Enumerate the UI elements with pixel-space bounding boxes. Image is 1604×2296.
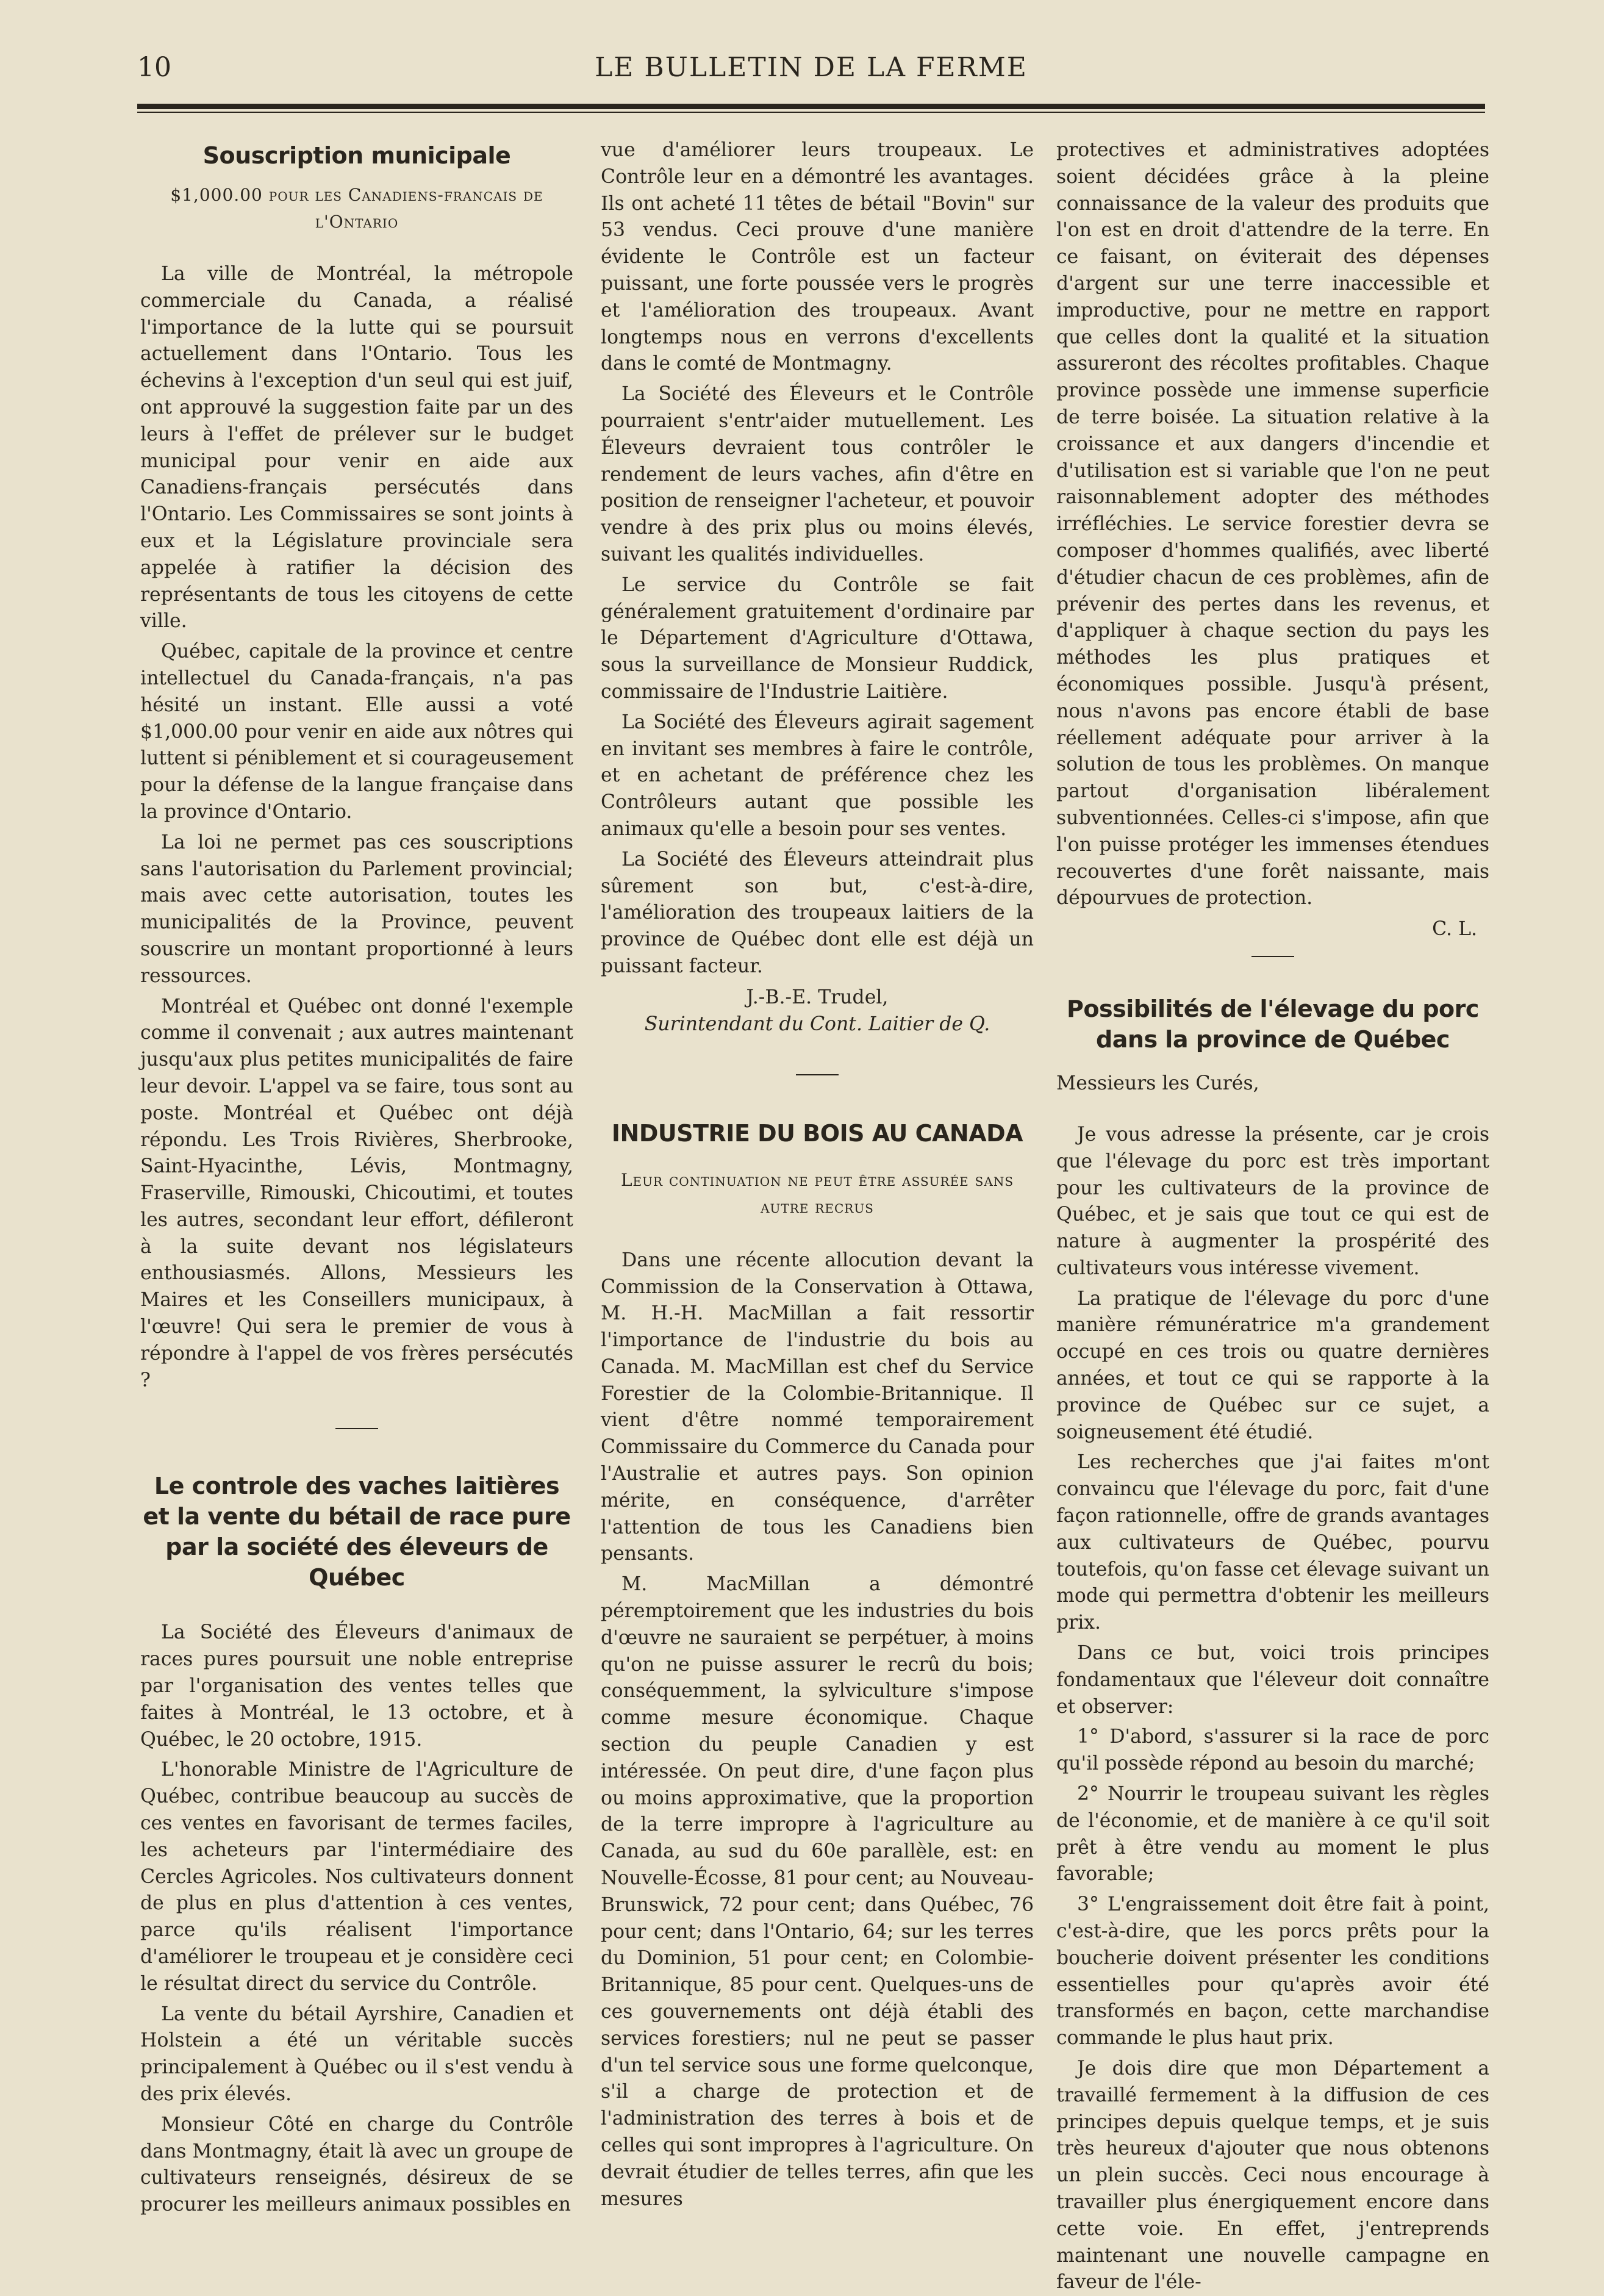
column-3 (1056, 137, 1489, 2294)
paragraph: Dans une récente allocution devant la Commission de la Conservation à Ottawa, M. H.-H. MacMillan a fait ressortir l'importance de l'industrie du bois au Canada. M. MacMillan est chef du Service Forestier de la Colombie-Britannique. Il vient d'être nommé temporairement Commissaire du Commerce du Canada pour l'Australie et autres pays. Son opinion mérite, en conséquence, d'arrêter l'attention de tous les Canadiens bien pensants. (601, 1249, 1034, 1565)
paragraph: La loi ne permet pas ces souscriptions sans l'autorisation du Parlement provincial; mais avec cette autorisation, toutes les municipalités de la Province, peuvent souscrire un montant proportionné à leurs ressources. (140, 831, 573, 987)
salutation: Messieurs les Curés, (1056, 1072, 1259, 1095)
paragraph: Montréal et Québec ont donné l'exemple comme il convenait ; aux autres maintenant jusqu'aux plus petites municipalités de faire leur devoir. L'appel va se faire, tous sont au poste. Montréal et Québec ont déjà répondu. Les Trois Rivières, Sherbrooke, Saint-Hyacinthe, Lévis, Montmagny, Fraserville, Rimouski, Chicoutimi, et toutes les autres, secondant leur effort, défileront à la suite devant nos législateurs enthousiasmés. Allons, Messieurs les Maires et les Conseillers municipaux, à l'œuvre! Qui sera le premier de vous à répondre à l'appel de vos frères persécutés ? (140, 995, 573, 1391)
paragraph: Monsieur Côté en charge du Contrôle dans Montmagny, était là avec un groupe de cultivateurs renseignés, désireux de se procurer les meilleurs animaux possibles en (140, 2113, 573, 2216)
paragraph: M. MacMillan a démontré péremptoirement que les industries du bois d'œuvre ne sauraient se perpétuer, à moins qu'on ne puisse assurer le recrû du bois; conséquemment, la sylviculture s'impose comme mesure économique. Chaque section du peuple Canadien y est intéressée. On peut dire, d'une façon plus ou moins approximative, que la proportion de la terre impropre à l'agriculture au Canada, au sud du 60e parallèle, est: en Nouvelle-Écosse, 81 pour cent; au Nouveau-Brunswick, 72 pour cent; dans Québec, 76 pour cent; dans l'Ontario, 64; sur les terres du Dominion, 51 pour cent; en Colombie-Britannique, 85 pour cent. Quelques-uns de ces gouvernements ont déjà établi des services forestiers; nul ne peut se passer d'un tel service sous une forme quelconque, s'il a charge de protection et de l'administration des terres à bois et de celles qui sont impropres à l'agriculture. On devrait étudier de telles terres, afin que les mesures (601, 1573, 1034, 2210)
article-initials: C. L. (1432, 918, 1477, 941)
page-number: 10 (137, 52, 171, 83)
article-subtitle-souscription: $1,000.00 pour les Canadiens-francais de l'Ontario (170, 185, 543, 232)
article-separator (1251, 956, 1294, 957)
article-title-souscription: Souscription municipale (202, 142, 511, 169)
paragraph: Québec, capitale de la province et centre intellectuel du Canada-français, n'a pas hésité un instant. Elle aussi a voté $1,000.00 pour venir en aide aux nôtres qui luttent si péniblement et si courageusement pour la défense de la langue française dans la province d'Ontario. (140, 640, 573, 823)
paragraph: 1° D'abord, s'assurer si la race de porc qu'il possède répond au besoin du marché; (1056, 1726, 1489, 1775)
signature-title: Surintendant du Cont. Laitier de Q. (644, 1013, 990, 1035)
paragraph: 3° L'engraissement doit être fait à point, c'est-à-dire, que les porcs prêts pour la boucherie doivent présenter les conditions essentielles pour qu'après avoir été transformés en baçon, cette marchandise commande le plus haut prix. (1056, 1893, 1489, 2050)
page-header (137, 52, 1485, 88)
article-title-controle: Le controle des vaches laitières et la vente du bétail de race pure par la société des éleveurs de Québec (143, 1473, 571, 1591)
paragraph: La Société des Éleveurs agirait sagement en invitant ses membres à faire le contrôle, et en achetant de préférence chez les Contrôleurs autant que possible les animaux qu'elle a besoin pour ses ventes. (601, 711, 1034, 840)
paragraph: Le service du Contrôle se fait généralement gratuitement d'ordinaire par le Département d'Agriculture d'Ottawa, sous la surveillance de Monsieur Ruddick, commissaire de l'Industrie Laitière. (601, 573, 1034, 703)
paragraph: La Société des Éleveurs et le Contrôle pourraient s'entr'aider mutuellement. Les Éleveurs devraient tous contrôler le rendement de leurs vaches, afin d'être en position de renseigner l'acheteur, et pouvoir vendre à des prix plus ou moins élevés, suivant les qualités individuelles. (601, 383, 1034, 565)
paragraph: La pratique de l'élevage du porc d'une manière rémunératrice m'a grandement occupé en ces trois ou quatre dernières années, et tout ce qui se rapporte à la province de Québec sur ce sujet, a soigneusement été étudié. (1056, 1287, 1489, 1443)
article-separator (796, 1074, 839, 1075)
header-rule-thin (137, 112, 1485, 113)
column-1 (140, 137, 573, 2216)
article-separator (335, 1428, 378, 1429)
paragraph: Dans ce but, voici trois principes fondamentaux que l'éleveur doit connaître et observer: (1056, 1642, 1489, 1718)
paragraph: L'honorable Ministre de l'Agriculture de Québec, contribue beaucoup au succès de ces ventes en favorisant de termes faciles, les acheteurs par l'intermédiaire des Cercles Agricoles. Nos cultivateurs donnent de plus en plus d'attention à ces ventes, parce qu'ils réalisent l'importance d'améliorer le troupeau et je considère ceci le résultat direct du service du Contrôle. (140, 1759, 573, 1995)
paragraph: protectives et administratives adoptées soient décidées grâce à la pleine connaissance de la valeur des produits que l'on est en droit d'attendre de la terre. En ce faisant, on éviterait des dépenses d'argent sur une terre inaccessible et improductive, pour ne mettre en rapport que celles dont la qualité et la situation assureront des récoltes profitables. Chaque province possède une immense superficie de terre boisée. La situation relative à la croissance et aux dangers d'incendie et d'utilisation est si variable que l'on ne peut raisonnablement adopter des méthodes irréfléchies. Le service forestier devra se composer d'hommes qualifiés, avec liberté d'étudier chacun de ces problèmes, afin de prévenir des pertes dans les revenus, et d'appliquer à chaque section du pays les méthodes les plus pratiques et économiques possible. Jusqu'à présent, nous n'avons pas encore établi de base réellement adéquate pour arriver à la solution de tous les problèmes. On manque partout d'organisation libéralement subventionnées. Celles-ci s'impose, afin que l'on puisse protéger les immenses étendues recouvertes d'une forêt naissante, mais dépourvues de protection. (1056, 139, 1489, 909)
paragraph: La vente du bétail Ayrshire, Canadien et Holstein a été un véritable succès principalement à Québec ou il s'est vendu à des prix élevés. (140, 2003, 573, 2106)
article-title-porc: Possibilités de l'élevage du porc dans la province de Québec (1067, 996, 1479, 1053)
column-2 (601, 137, 1034, 2210)
article-subtitle-industrie-bois: Leur continuation ne peut être assurée sans autre recrus (620, 1169, 1014, 1217)
masthead-title: LE BULLETIN DE LA FERME (595, 52, 1028, 83)
paragraph: vue d'améliorer leurs troupeaux. Le Contrôle leur en a démontré les avantages. Ils ont acheté 11 têtes de bétail "Bovin" sur 53 vendus. Ceci prouve d'une manière évidente le Contrôle est un facteur puissant, une forte poussée vers le progrès et l'amélioration des troupeaux. Avant longtemps nous en verrons d'excellents dans le comté de Montmagny. (601, 139, 1034, 375)
article-title-industrie-bois: INDUSTRIE DU BOIS AU CANADA (611, 1119, 1023, 1147)
paragraph: La Société des Éleveurs atteindrait plus sûrement son but, c'est-à-dire, l'amélioration des troupeaux laitiers de la province de Québec dont elle est déjà un puissant facteur. (601, 848, 1034, 977)
paragraph: Je vous adresse la présente, car je crois que l'élevage du porc est très important pour les cultivateurs de la province de Québec, et je sais que tout ce qui est de nature à augmenter la prospérité des cultivateurs vous intéresse vivement. (1056, 1123, 1489, 1279)
signature: J.-B.-E. Trudel, (746, 986, 889, 1008)
paragraph: 2° Nourrir le troupeau suivant les règles de l'économie, et de manière à ce qu'il soit prêt à être vendu au moment le plus favorable; (1056, 1783, 1489, 1885)
paragraph: Je dois dire que mon Département a travaillé fermement à la diffusion de ces principes depuis quelque temps, et je suis très heureux d'ajouter que nous obtenons un plein succès. Ceci nous encourage à travailler plus énergiquement encore dans cette voie. En effet, j'entreprends maintenant une nouvelle campagne en faveur de l'éle- (1056, 2057, 1489, 2294)
header-rule-thick (137, 104, 1485, 109)
paragraph: La ville de Montréal, la métropole commerciale du Canada, a réalisé l'importance de la lutte qui se poursuit actuellement dans l'Ontario. Tous les échevins à l'exception d'un seul qui est juif, ont approuvé la suggestion faite par un des leurs à l'effet de prélever sur le budget municipal pour venir en aide aux Canadiens-français persécutés dans l'Ontario. Les Commissaires se sont joints à eux et la Législature provinciale sera appelée à ratifier la décision des représentants de tous les citoyens de cette ville. (140, 263, 573, 633)
paragraph: La Société des Éleveurs d'animaux de races pures poursuit une noble entreprise par l'organisation des ventes telles que faites à Montréal, le 13 octobre, et à Québec, le 20 octobre, 1915. (140, 1621, 573, 1751)
paragraph: Les recherches que j'ai faites m'ont convaincu que l'élevage du porc, fait d'une façon rationnelle, offre de grands avantages aux cultivateurs de Québec, pourvu toutefois, qu'on fasse cet élevage suivant un mode qui permettra d'obtenir les meilleurs prix. (1056, 1451, 1489, 1634)
